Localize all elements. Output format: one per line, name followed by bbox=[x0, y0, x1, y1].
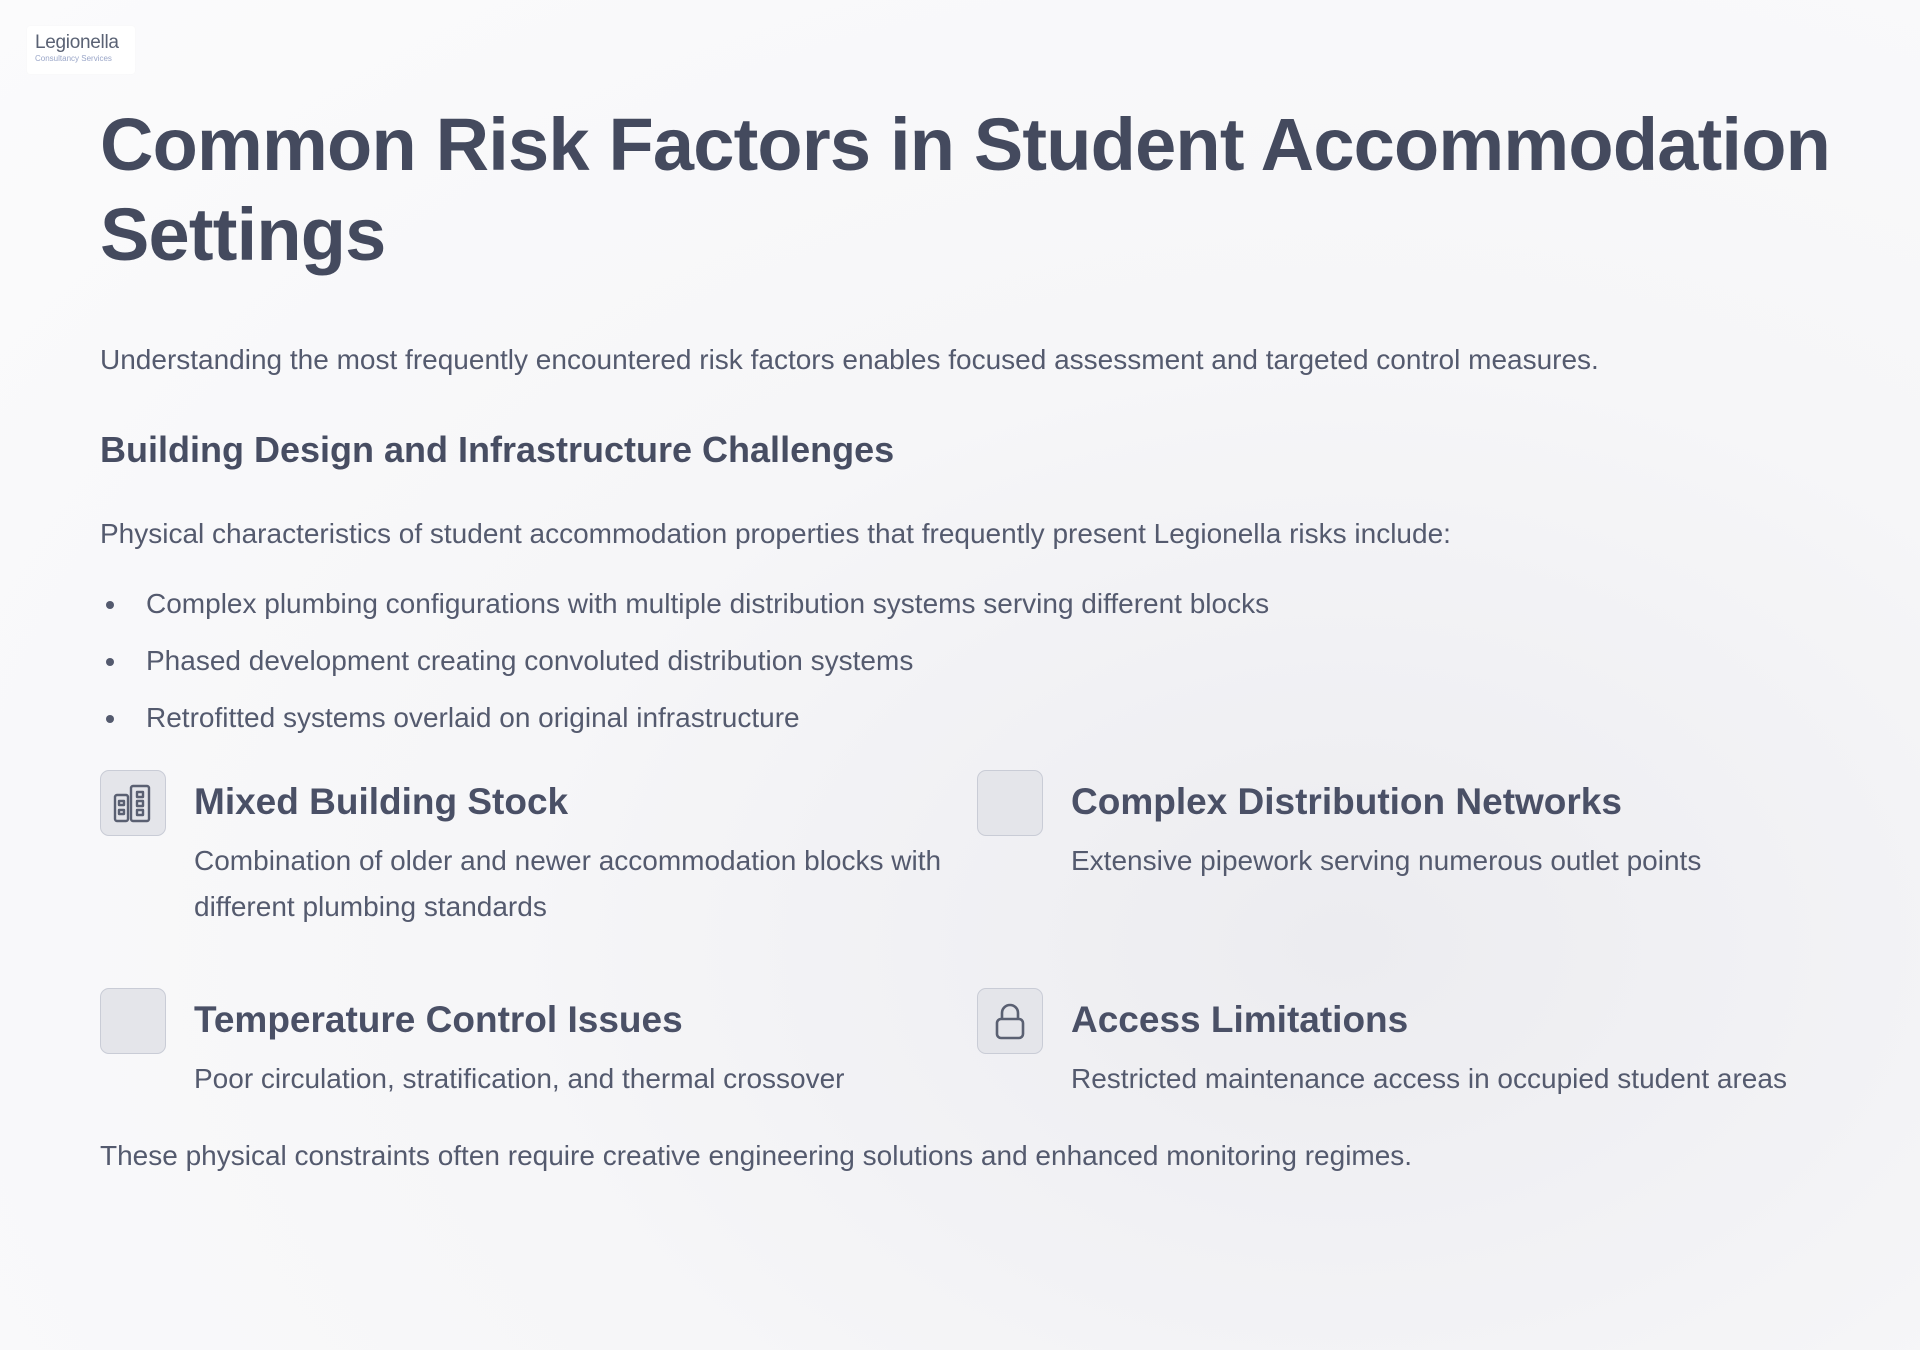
lead-text: Physical characteristics of student accommodation properties that frequently present Legionella risks include: bbox=[100, 518, 1451, 549]
risk-bullet-list bbox=[100, 586, 1840, 736]
card-title: Complex Distribution Networks bbox=[1071, 781, 1622, 822]
blank-icon bbox=[977, 770, 1043, 836]
section-heading: Building Design and Infrastructure Challenges bbox=[100, 429, 895, 470]
card-description: Restricted maintenance access in occupied student areas bbox=[1071, 1063, 1787, 1094]
list-item: Complex plumbing configurations with multiple distribution systems serving different blocks bbox=[100, 586, 1840, 622]
logo-subtitle: Consultancy Services bbox=[35, 54, 112, 63]
list-item: Phased development creating convoluted distribution systems bbox=[100, 643, 1840, 679]
risk-card-grid bbox=[100, 770, 1840, 1102]
card-description: Combination of older and newer accommodation blocks with different plumbing standards bbox=[194, 845, 942, 922]
card-access-limitations bbox=[977, 988, 1797, 1102]
closing-text: These physical constraints often require creative engineering solutions and enhanced monitoring regimes. bbox=[100, 1140, 1413, 1171]
card-temperature-control-issues bbox=[100, 988, 977, 1102]
card-title: Mixed Building Stock bbox=[194, 781, 569, 822]
intro-text: Understanding the most frequently encountered risk factors enables focused assessment and targeted control measures. bbox=[100, 344, 1599, 375]
card-mixed-building-stock bbox=[100, 770, 977, 930]
page-title: Common Risk Factors in Student Accommodation Settings bbox=[100, 103, 1830, 276]
card-complex-distribution-networks bbox=[977, 770, 1797, 930]
company-logo bbox=[27, 26, 135, 74]
blank-icon bbox=[100, 988, 166, 1054]
card-description: Extensive pipework serving numerous outlet points bbox=[1071, 845, 1702, 876]
card-title: Access Limitations bbox=[1071, 999, 1409, 1040]
card-description: Poor circulation, stratification, and thermal crossover bbox=[194, 1063, 845, 1094]
lock-icon bbox=[977, 988, 1043, 1054]
card-title: Temperature Control Issues bbox=[194, 999, 683, 1040]
main-content bbox=[100, 100, 1840, 1174]
list-item: Retrofitted systems overlaid on original infrastructure bbox=[100, 700, 1840, 736]
building-icon bbox=[100, 770, 166, 836]
logo-name: Legionella bbox=[35, 32, 119, 53]
